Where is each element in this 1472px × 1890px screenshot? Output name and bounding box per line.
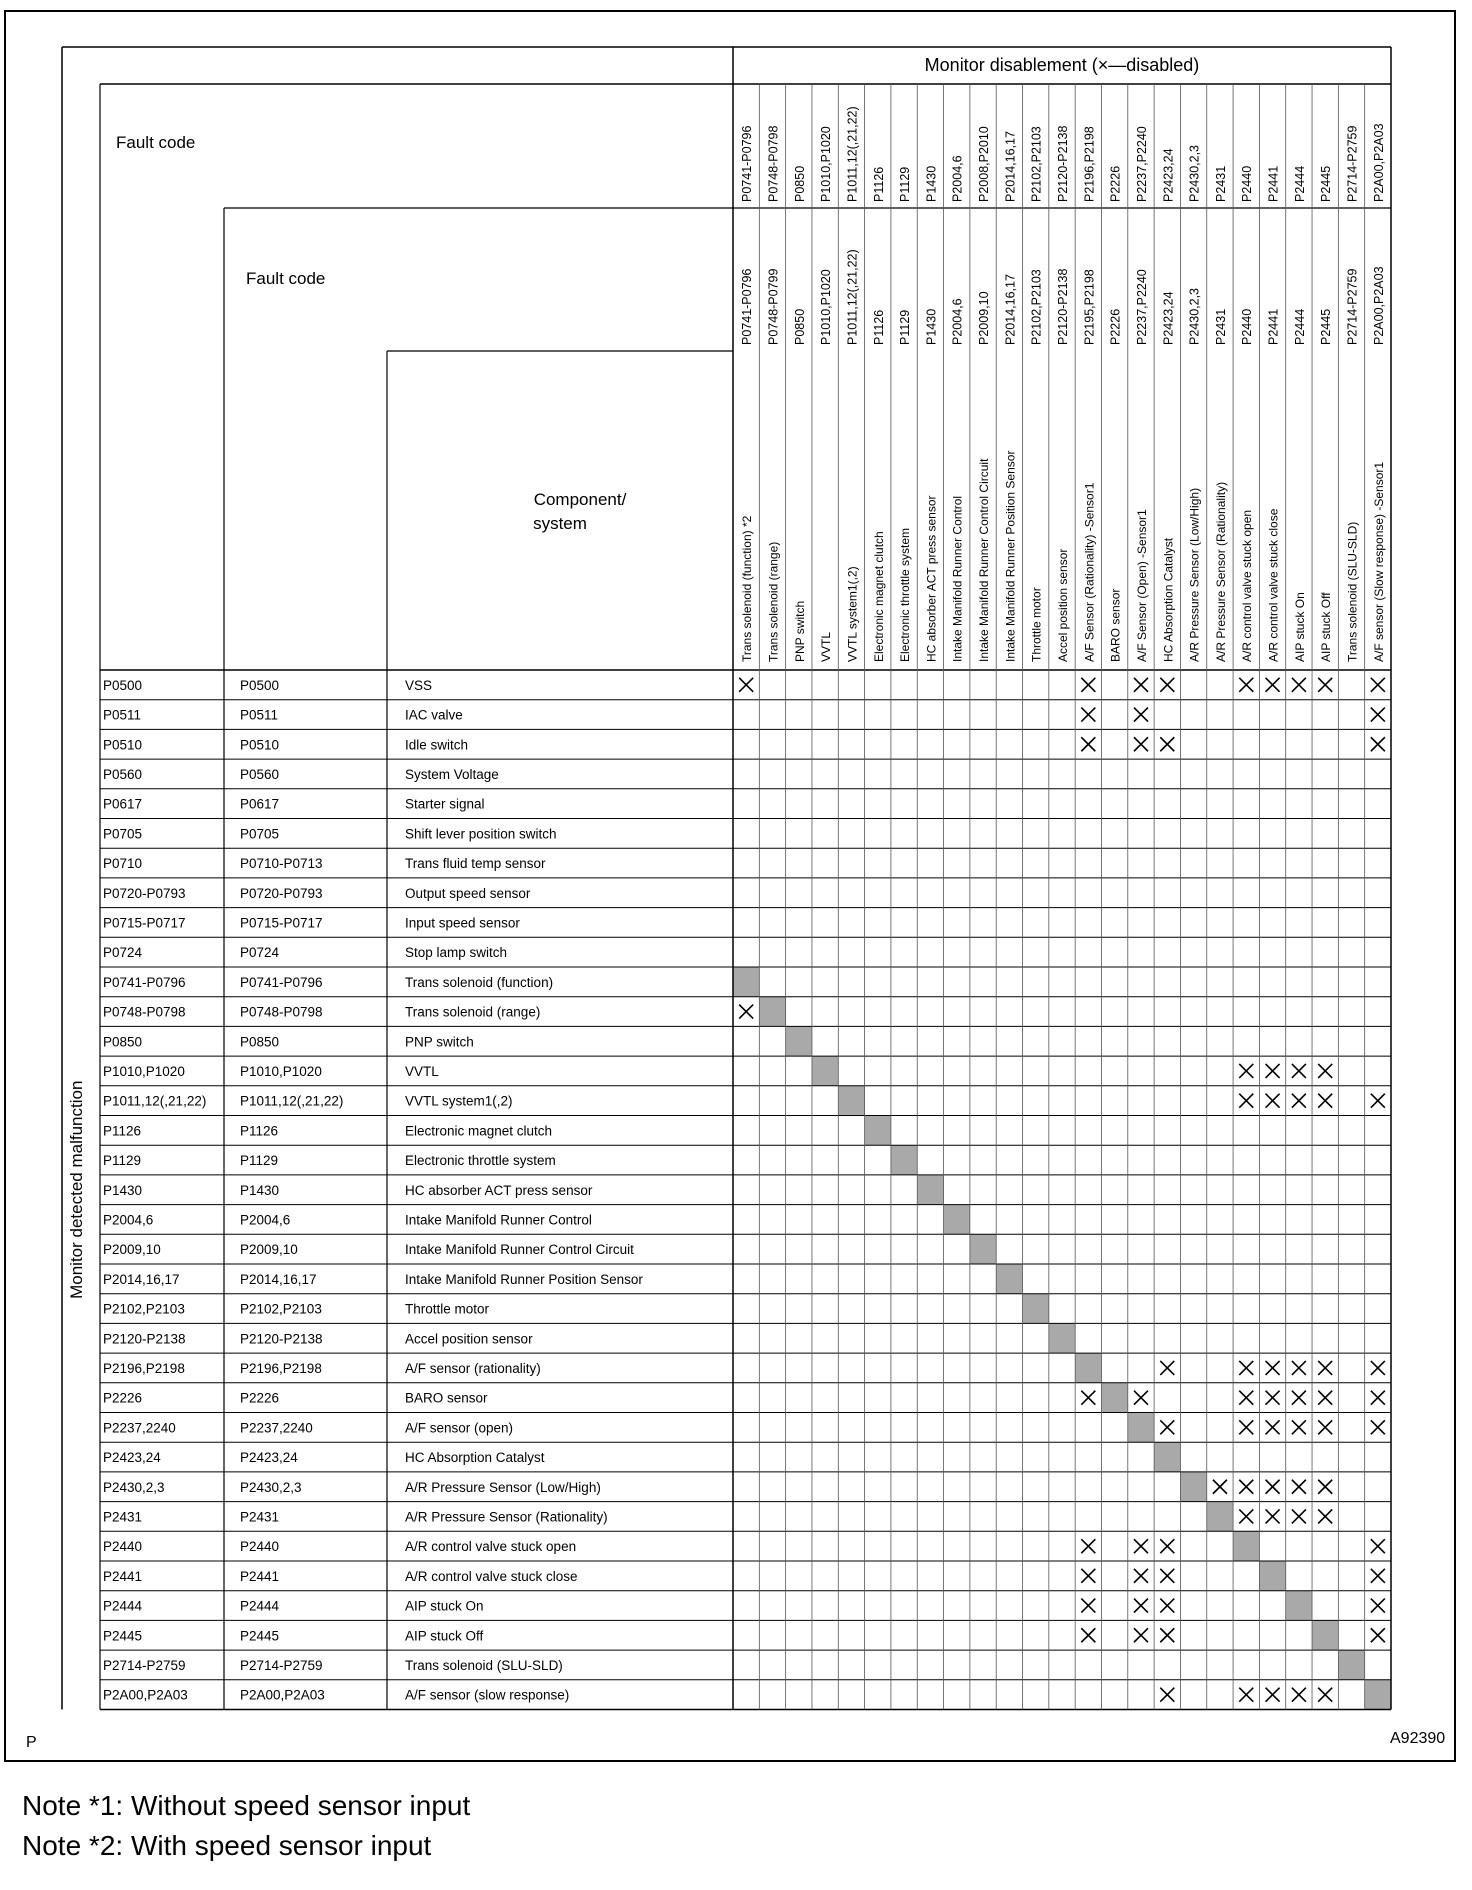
disabled-x-mark [1292,1361,1306,1375]
disabled-x-mark [1081,1539,1095,1553]
disabled-x-mark [1081,678,1095,692]
disabled-x-mark [1266,1064,1280,1078]
disabled-x-mark [1081,1628,1095,1642]
row-component: Input speed sensor [405,915,520,931]
column-code-bottom: P2431 [1213,308,1228,345]
component-header: system [533,514,587,533]
figure-letter: P [26,1734,37,1751]
column-code-top: P2196,P2198 [1082,126,1097,202]
disabled-x-mark [1371,1094,1385,1108]
disabled-x-mark [1318,1094,1332,1108]
shaded-cell [1075,1353,1101,1383]
disabled-x-mark [1134,1391,1148,1405]
column-code-bottom: P2014,16,17 [1003,274,1018,345]
disabled-x-mark [1134,1599,1148,1613]
shaded-cell [1338,1650,1364,1680]
disabled-x-mark [1371,678,1385,692]
row-component: Accel position sensor [405,1331,533,1347]
row-fault-code-detail: P0617 [240,796,280,812]
disabled-x-mark [1134,737,1148,751]
row-fault-code-detail: P2004,6 [240,1212,291,1228]
row-fault-code-detail: P0710-P0713 [240,856,323,872]
monitor-disablement-matrix [6,12,1458,1764]
component-header: Component/ [533,490,627,509]
row-component: Stop lamp switch [405,945,508,961]
disabled-x-mark [1292,1064,1306,1078]
disabled-x-mark [1371,1361,1385,1375]
shaded-cell [1049,1323,1075,1353]
column-component: AIP stuck On [1292,592,1307,662]
disabled-x-mark [1239,1480,1253,1494]
shaded-cell [891,1145,917,1175]
column-component: VVTL system1(,2) [845,566,860,662]
disabled-x-mark [1160,737,1174,751]
column-code-bottom: P1129 [898,309,913,345]
row-component: Idle switch [405,737,469,753]
disabled-x-mark [1266,1420,1280,1434]
row-fault-code: P1011,12(,21,22) [103,1093,207,1109]
disabled-x-mark [1239,678,1253,692]
disabled-x-mark [1213,1480,1227,1494]
row-component: Output speed sensor [405,885,531,901]
disabled-x-mark [1239,1361,1253,1375]
disabled-x-mark [1160,1599,1174,1613]
shaded-cell [1259,1561,1285,1591]
row-component: VSS [405,677,433,693]
row-component: HC Absorption Catalyst [405,1450,545,1466]
disabled-x-mark [1371,1628,1385,1642]
fault-code-header-inner: Fault code [246,269,326,288]
column-code-bottom: P2009,10 [977,291,992,345]
row-fault-code-detail: P0510 [240,737,280,753]
row-fault-code: P2196,P2198 [103,1360,185,1376]
shaded-cell [1233,1531,1259,1561]
row-fault-code: P1129 [103,1153,142,1169]
row-fault-code-detail: P2431 [240,1509,280,1525]
column-code-top: P2237,P2240 [1134,126,1149,202]
row-component: Intake Manifold Runner Position Sensor [405,1271,643,1287]
row-component: Throttle motor [405,1301,490,1317]
column-code-top: P2008,P2010 [977,126,992,202]
shaded-cell [759,997,785,1027]
row-fault-code: P0710 [103,856,143,872]
row-fault-code-detail: P0705 [240,826,280,842]
column-component: Intake Manifold Runner Control [950,495,965,662]
shaded-cell [917,1175,943,1205]
column-component: A/F Sensor (Open) -Sensor1 [1134,509,1149,662]
row-fault-code-detail: P2120-P2138 [240,1331,323,1347]
row-component: AIP stuck On [405,1598,484,1614]
column-code-bottom: P2102,P2103 [1029,269,1044,345]
column-component: A/R control valve stuck open [1240,509,1255,662]
row-component: A/R Pressure Sensor (Low/High) [405,1479,601,1495]
row-component: Electronic magnet clutch [405,1123,553,1139]
column-component: Electronic magnet clutch [871,531,886,662]
row-fault-code: P2430,2,3 [103,1479,165,1495]
column-component: BARO sensor [1108,588,1123,662]
row-component: A/F sensor (rationality) [405,1360,541,1376]
disabled-x-mark [1160,1628,1174,1642]
row-fault-code-detail: P2226 [240,1390,280,1406]
row-fault-code: P0510 [103,737,143,753]
row-component: A/F sensor (open) [405,1420,514,1436]
column-code-bottom: P2441 [1266,308,1281,345]
row-component: Intake Manifold Runner Control Circuit [405,1242,634,1258]
shaded-cell [1286,1591,1312,1621]
column-component: A/R control valve stuck close [1266,508,1281,662]
row-fault-code: P2423,24 [103,1450,161,1466]
row-fault-code: P2441 [103,1568,143,1584]
row-component: Trans solenoid (SLU-SLD) [405,1657,563,1673]
column-code-top: P0741-P0796 [740,125,755,202]
disabled-x-mark [1160,1539,1174,1553]
row-fault-code: P0748-P0798 [103,1004,186,1020]
shaded-cell [1180,1472,1206,1502]
shaded-cell [838,1086,864,1116]
row-fault-code-detail: P2430,2,3 [240,1479,302,1495]
disabled-x-mark [1160,678,1174,692]
column-component: PNP switch [792,600,807,662]
row-fault-code: P0720-P0793 [103,885,186,901]
column-component: Intake Manifold Runner Control Circuit [977,458,992,662]
row-fault-code: P2014,16,17 [103,1271,180,1287]
disabled-x-mark [1292,1480,1306,1494]
disabled-x-mark [1239,1064,1253,1078]
row-fault-code-detail: P2237,2240 [240,1420,313,1436]
row-fault-code-detail: P2A00,P2A03 [240,1687,325,1703]
disabled-x-mark [1081,1569,1095,1583]
disabled-x-mark [1239,1688,1253,1702]
column-code-bottom: P2423,24 [1161,291,1176,345]
row-fault-code: P0715-P0717 [103,915,186,931]
disabled-x-mark [1266,1094,1280,1108]
row-component: A/R Pressure Sensor (Rationality) [405,1509,608,1525]
monitor-disablement-title: Monitor disablement (×—disabled) [924,55,1200,75]
row-fault-code-detail: P1011,12(,21,22) [240,1093,344,1109]
column-code-top: P2A00,P2A03 [1371,123,1386,202]
disabled-x-mark [1292,1391,1306,1405]
column-code-top: P2430,2,3 [1187,145,1202,202]
disabled-x-mark [1134,1628,1148,1642]
disabled-x-mark [1292,1420,1306,1434]
disabled-x-mark [1134,708,1148,722]
row-fault-code: P2445 [103,1628,143,1644]
disabled-x-mark [1266,1480,1280,1494]
row-component: A/R control valve stuck open [405,1539,577,1555]
column-component: A/R Pressure Sensor (Low/High) [1187,487,1202,662]
disabled-x-mark [1292,678,1306,692]
row-component: System Voltage [405,766,499,782]
column-code-bottom: P2195,P2198 [1082,269,1097,345]
column-code-top: P2440 [1240,165,1255,202]
disabled-x-mark [1318,1420,1332,1434]
row-fault-code: P0511 [103,707,142,723]
column-component: A/F Sensor (Rationality) -Sensor1 [1082,482,1097,662]
row-fault-code: P2004,6 [103,1212,154,1228]
column-component: A/F sensor (Slow response) -Sensor1 [1371,461,1386,662]
row-component: Electronic throttle system [405,1153,556,1169]
figure-frame [4,10,1456,1762]
disabled-x-mark [1371,1569,1385,1583]
row-fault-code-detail: P2441 [240,1568,280,1584]
disabled-x-mark [1160,1420,1174,1434]
column-code-bottom: P2440 [1240,308,1255,345]
disabled-x-mark [1318,1480,1332,1494]
row-fault-code-detail: P0724 [240,945,280,961]
row-fault-code-detail: P2440 [240,1539,280,1555]
column-code-top: P2431 [1213,165,1228,202]
column-code-top: P2120-P2138 [1056,125,1070,202]
row-component: Trans fluid temp sensor [405,856,546,872]
column-code-top: P2444 [1292,165,1307,202]
column-code-bottom: P1430 [924,308,939,345]
disabled-x-mark [1239,1094,1253,1108]
row-fault-code: P1430 [103,1182,143,1198]
disabled-x-mark [1134,1539,1148,1553]
disabled-x-mark [1081,737,1095,751]
row-fault-code: P2A00,P2A03 [103,1687,188,1703]
column-code-top: P1430 [924,165,939,202]
row-component: Intake Manifold Runner Control [405,1212,592,1228]
shaded-cell [996,1264,1022,1294]
shaded-cell [1128,1413,1154,1443]
row-component: Starter signal [405,796,485,812]
disabled-x-mark [1371,1539,1385,1553]
row-fault-code: P1126 [103,1123,142,1139]
row-fault-code: P2714-P2759 [103,1657,186,1673]
column-code-top: P0748-P0798 [766,125,781,202]
column-code-bottom: P2430,2,3 [1187,288,1202,345]
row-fault-code: P0500 [103,677,143,693]
row-component: Trans solenoid (function) [405,974,554,990]
disabled-x-mark [1292,1094,1306,1108]
column-component: VVTL [819,631,834,662]
column-code-bottom: P2714-P2759 [1345,268,1360,345]
column-code-top: P2714-P2759 [1345,125,1360,202]
row-component: VVTL [405,1063,439,1079]
disabled-x-mark [1292,1509,1306,1523]
row-component: Trans solenoid (range) [405,1004,541,1020]
row-fault-code: P1010,P1020 [103,1063,185,1079]
disabled-x-mark [1318,1391,1332,1405]
disabled-x-mark [1371,708,1385,722]
column-component: A/R Pressure Sensor (Rationality) [1213,481,1228,662]
shaded-cell [1154,1442,1180,1472]
column-component: Trans solenoid (range) [766,541,781,662]
disabled-x-mark [739,1005,753,1019]
column-component: Intake Manifold Runner Position Sensor [1003,450,1018,662]
row-fault-code-detail: P2009,10 [240,1242,298,1258]
disabled-x-mark [1266,678,1280,692]
column-component: Electronic throttle system [898,527,913,662]
row-component: IAC valve [405,707,463,723]
row-fault-code-detail: P2014,16,17 [240,1271,317,1287]
column-code-bottom: P2226 [1108,308,1123,345]
row-fault-code-detail: P0741-P0796 [240,974,323,990]
disabled-x-mark [1266,1509,1280,1523]
column-code-bottom: P2004,6 [950,298,965,345]
row-fault-code-detail: P0511 [240,707,279,723]
column-code-top: P1010,P1020 [819,126,834,202]
row-fault-code: P0705 [103,826,143,842]
row-fault-code-detail: P0748-P0798 [240,1004,323,1020]
row-fault-code-detail: P0500 [240,677,280,693]
column-code-top: P2004,6 [950,155,965,202]
shaded-cell [970,1234,996,1264]
column-code-top: P1126 [871,166,886,202]
disabled-x-mark [1239,1420,1253,1434]
column-code-top: P1011,12(,21,22) [845,106,860,202]
row-component: Shift lever position switch [405,826,557,842]
row-fault-code-detail: P2423,24 [240,1450,298,1466]
column-code-bottom: P0748-P0799 [766,268,781,345]
row-fault-code-detail: P0560 [240,766,280,782]
row-fault-code: P0724 [103,945,143,961]
column-code-top: P1129 [898,166,913,202]
column-component: Trans solenoid (function) *2 [740,515,755,662]
row-fault-code: P0741-P0796 [103,974,186,990]
column-code-top: P0850 [792,165,807,202]
row-fault-code: P2440 [103,1539,143,1555]
column-code-bottom: P0741-P0796 [740,268,755,345]
shaded-cell [944,1205,970,1235]
column-component: Trans solenoid (SLU-SLD) [1345,521,1360,662]
shaded-cell [1101,1383,1127,1413]
disabled-x-mark [1371,1391,1385,1405]
row-fault-code-detail: P2196,P2198 [240,1360,322,1376]
row-component: BARO sensor [405,1390,488,1406]
row-fault-code: P0560 [103,766,143,782]
row-component: PNP switch [405,1034,474,1050]
disabled-x-mark [1371,737,1385,751]
shaded-cell [1207,1502,1233,1532]
disabled-x-mark [1081,1391,1095,1405]
disabled-x-mark [1266,1391,1280,1405]
row-fault-code-detail: P1010,P1020 [240,1063,322,1079]
disabled-x-mark [1318,678,1332,692]
disabled-x-mark [1160,1569,1174,1583]
row-fault-code-detail: P2102,P2103 [240,1301,322,1317]
row-fault-code-detail: P1126 [240,1123,279,1139]
row-fault-code-detail: P0715-P0717 [240,915,323,931]
row-fault-code-detail: P1129 [240,1153,279,1169]
disabled-x-mark [1160,1361,1174,1375]
disabled-x-mark [1266,1688,1280,1702]
shaded-cell [1023,1294,1049,1324]
disabled-x-mark [1318,1509,1332,1523]
row-fault-code-detail: P0720-P0793 [240,885,323,901]
column-code-bottom: P2A00,P2A03 [1371,266,1386,345]
disabled-x-mark [1318,1064,1332,1078]
disabled-x-mark [1134,678,1148,692]
row-fault-code: P0850 [103,1034,143,1050]
row-fault-code-detail: P0850 [240,1034,280,1050]
column-component: HC Absorption Catalyst [1161,537,1176,662]
side-label: Monitor detected malfunction [67,1080,86,1299]
disabled-x-mark [1160,1688,1174,1702]
row-component: HC absorber ACT press sensor [405,1182,593,1198]
figure-id: A92390 [1390,1730,1446,1747]
row-component: A/R control valve stuck close [405,1568,578,1584]
row-fault-code: P2431 [103,1509,143,1525]
row-component: A/F sensor (slow response) [405,1687,570,1703]
shaded-cell [865,1116,891,1146]
row-component: AIP stuck Off [405,1628,484,1644]
row-fault-code: P2120-P2138 [103,1331,186,1347]
column-component: Throttle motor [1029,587,1044,662]
row-fault-code-detail: P2445 [240,1628,280,1644]
disabled-x-mark [1081,1599,1095,1613]
fault-code-header-outer: Fault code [116,133,196,152]
row-fault-code: P0617 [103,796,143,812]
row-fault-code: P2102,P2103 [103,1301,185,1317]
row-fault-code-detail: P1430 [240,1182,280,1198]
row-fault-code: P2009,10 [103,1242,161,1258]
disabled-x-mark [1239,1391,1253,1405]
column-code-bottom: P1010,P1020 [819,269,834,345]
row-fault-code: P2237,2240 [103,1420,176,1436]
column-component: Accel position sensor [1056,548,1070,662]
shaded-cell [1312,1620,1338,1650]
column-code-bottom: P2120-P2138 [1056,268,1070,345]
column-code-bottom: P2445 [1319,308,1334,345]
shaded-cell [733,967,759,997]
column-component: AIP stuck Off [1319,592,1334,662]
disabled-x-mark [1318,1688,1332,1702]
column-code-bottom: P2444 [1292,308,1307,345]
shaded-cell [812,1056,838,1086]
row-component: VVTL system1(,2) [405,1093,513,1109]
column-code-top: P2441 [1266,165,1281,202]
note-1: Note *1: Without speed sensor input [22,1790,471,1821]
disabled-x-mark [1318,1361,1332,1375]
disabled-x-mark [1134,1569,1148,1583]
disabled-x-mark [1371,1599,1385,1613]
column-code-bottom: P0850 [792,308,807,345]
column-component: HC absorber ACT press sensor [924,495,939,662]
shaded-cell [1365,1680,1391,1710]
disabled-x-mark [1081,708,1095,722]
column-code-bottom: P1011,12(,21,22) [845,249,860,345]
row-fault-code-detail: P2444 [240,1598,280,1614]
column-code-top: P2014,16,17 [1003,131,1018,202]
column-code-top: P2445 [1319,165,1334,202]
row-fault-code: P2226 [103,1390,143,1406]
shaded-cell [786,1026,812,1056]
column-code-bottom: P1126 [871,309,886,345]
disabled-x-mark [739,678,753,692]
column-code-bottom: P2237,P2240 [1134,269,1149,345]
column-code-top: P2102,P2103 [1029,126,1044,202]
column-code-top: P2423,24 [1161,148,1176,202]
disabled-x-mark [1239,1509,1253,1523]
note-2: Note *2: With speed sensor input [22,1830,432,1861]
disabled-x-mark [1292,1688,1306,1702]
column-code-top: P2226 [1108,165,1123,202]
row-fault-code-detail: P2714-P2759 [240,1657,323,1673]
row-fault-code: P2444 [103,1598,143,1614]
disabled-x-mark [1266,1361,1280,1375]
disabled-x-mark [1371,1420,1385,1434]
